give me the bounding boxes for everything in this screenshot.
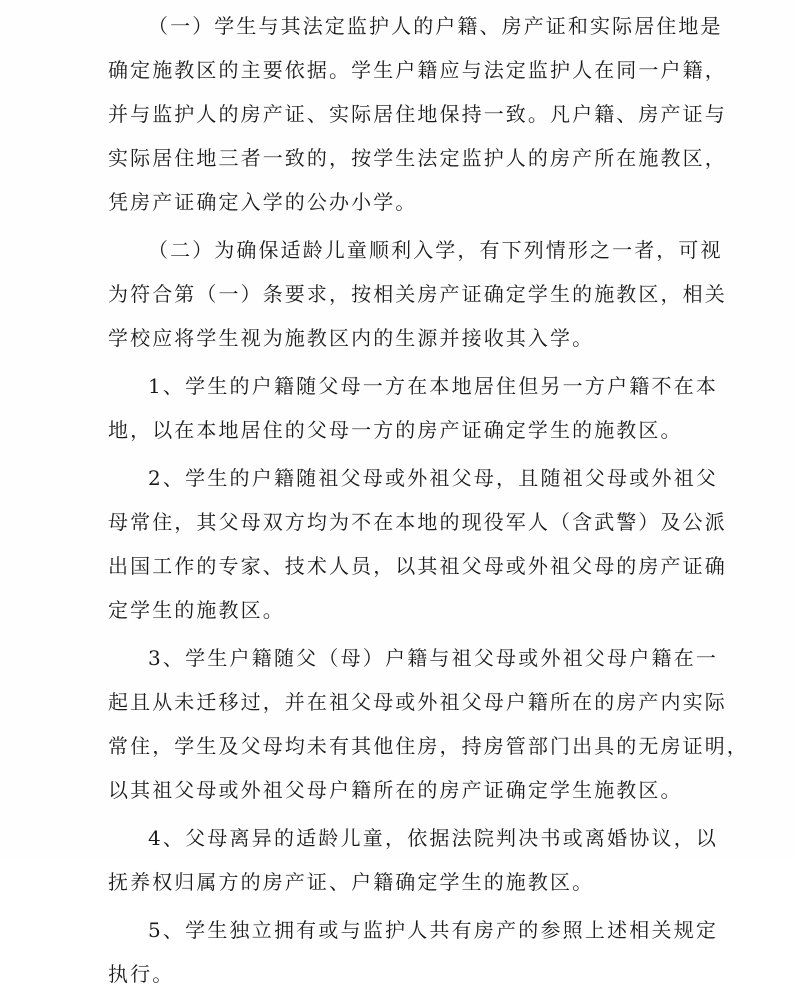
text-line: 抚养权归属方的房产证、户籍确定学生的施教区。	[108, 870, 595, 894]
text-line: 2、学生的户籍随祖父母或外祖父母，且随祖父母或外祖父	[148, 466, 718, 490]
paragraph-1	[108, 4, 727, 224]
text-line: （一）学生与其法定监护人的户籍、房产证和实际居住地是	[148, 14, 723, 38]
text-line: 学校应将学生视为施教区内的生源并接收其入学。	[108, 326, 595, 350]
paragraph-3	[108, 364, 718, 452]
text-line: （二）为确保适龄儿童顺利入学，有下列情形之一者，可视	[148, 238, 723, 262]
text-line: 定学生的施教区。	[108, 598, 285, 622]
text-line: 1、学生的户籍随父母一方在本地居住但另一方户籍不在本	[148, 374, 718, 398]
text-line: 确定施教区的主要依据。学生户籍应与法定监护人在同一户籍，	[108, 58, 727, 82]
text-line: 为符合第（一）条要求，按相关房产证确定学生的施教区，相关	[108, 282, 727, 306]
text-line: 起且从未迁移过，并在祖父母或外祖父母户籍所在的房产内实际	[108, 690, 727, 714]
paragraph-2	[108, 228, 727, 360]
text-line: 常住，学生及父母均未有其他住房，持房管部门出具的无房证明，	[108, 734, 749, 758]
text-line: 5、学生独立拥有或与监护人共有房产的参照上述相关规定	[148, 918, 718, 942]
text-line: 并与监护人的房产证、实际居住地保持一致。凡户籍、房产证与	[108, 102, 727, 126]
paragraph-5	[108, 636, 749, 812]
text-line: 出国工作的专家、技术人员，以其祖父母或外祖父母的房产证确	[108, 554, 727, 578]
text-line: 3、学生户籍随父（母）户籍与祖父母或外祖父母户籍在一	[148, 646, 718, 670]
paragraph-4	[108, 456, 727, 632]
document-body	[108, 4, 749, 996]
text-line: 执行。	[108, 962, 175, 986]
text-line: 实际居住地三者一致的，按学生法定监护人的房产所在施教区，	[108, 146, 727, 170]
paragraph-7	[108, 908, 718, 996]
text-line: 地，以在本地居住的父母一方的房产证确定学生的施教区。	[108, 418, 683, 442]
paragraph-6	[108, 816, 718, 904]
text-line: 凭房产证确定入学的公办小学。	[108, 190, 418, 214]
text-line: 4、父母离异的适龄儿童，依据法院判决书或离婚协议，以	[148, 826, 718, 850]
text-line: 以其祖父母或外祖父母户籍所在的房产证确定学生施教区。	[108, 778, 683, 802]
text-line: 母常住，其父母双方均为不在本地的现役军人（含武警）及公派	[108, 510, 727, 534]
